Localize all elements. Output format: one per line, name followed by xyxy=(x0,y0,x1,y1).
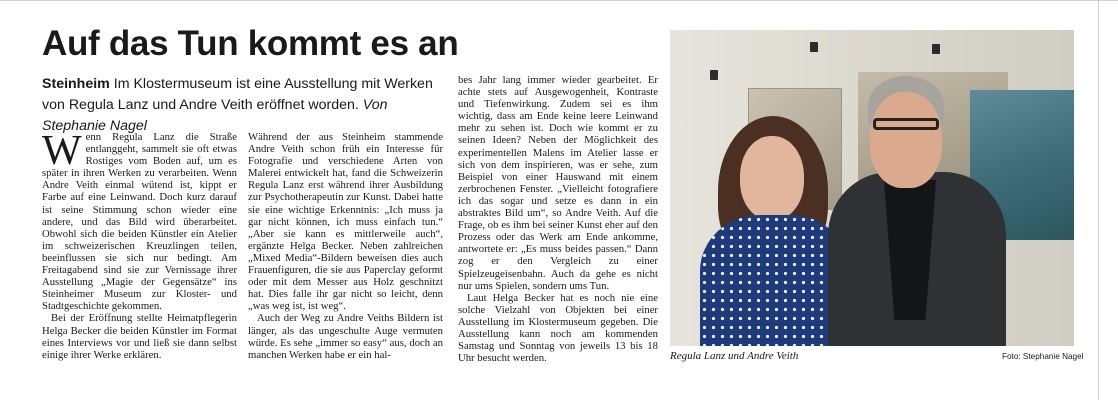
paragraph-text: enn Regula Lanz die Straße entlanggeht, sammelt sie oft etwas Rostiges vom Boden auf, um es später in ihren Werken zu verarbeiten. Wenn Andre Veith einmal wütend ist, kippt er Farbe auf eine Leinwand. Doch kurz darauf ist seine Stimmung schon wieder eine andere, und das Bild wird überarbeitet. Obwohl sich die beiden Künstler ein Atelier im schweizerischen Kreuzlingen teilen, beeinflussen sie sich nur bedingt. Am Freitagabend sind sie zur Vernissage ihrer Ausstellung „Magie der Gegensätze“ ins Steinheimer Museum zur Kloster- und Stadtgeschichte gekommen. xyxy=(42,131,237,313)
hanging-clip xyxy=(710,70,718,80)
article-headline: Auf das Tun kommt es an xyxy=(42,24,459,63)
body-column-2 xyxy=(248,131,443,361)
teaser-dateline: Steinheim xyxy=(42,76,110,92)
man-face xyxy=(870,92,942,188)
body-paragraph: Während der aus Steinheim stammende Andre Veith schon früh ein Interesse für Fotografie und verschiedene Arten von Malerei entwickelt hat, fand die Schweizerin Regula Lanz erst während ihrer Ausbildung zur Psychotherapeutin zur Kunst. Dabei hatte sie eine wichtige Erkenntnis: „Ich muss ja gar nicht können, ich muss einfach tun.“ „Aber sie kann es mittlerweile auch“, ergänzte Helga Becker. Neben zahlreichen „Mixed Media“-Bildern beweisen dies auch Frauenfiguren, die sie aus Paperclay geformt oder mit dem Messer aus Holz geschnitzt hat. Dies falle ihr gar nicht so leicht, denn „was weg ist, ist weg“. xyxy=(248,131,443,313)
body-paragraph: Auch der Weg zu Andre Veiths Bildern ist länger, als das ungeschulte Auge vermuten würde. Es sehe „immer so easy“ aus, doch an manchen Werken habe er ein hal- xyxy=(248,312,443,361)
woman-face xyxy=(740,136,804,220)
body-paragraph: bes Jahr lang immer wieder gearbeitet. Er achte stets auf Ausgewogenheit, Kontraste und Tiefenwirkung. Zudem sei es ihm wichtig, dass am Ende keine leere Leinwand mehr zu sehen ist. Doch wie kommt er zu seinen Ideen? Neben der Möglichkeit des experimentellen Malens im Atelier lasse er sich von dem inspirieren, was er sehe, zum Beispiel von einer Hauswand mit einem zerbrochenen Fenster. „Vielleicht fotografiere ich das sogar und setze es dann in ein abstraktes Bild um“, so Andre Veith. Auf die Frage, ob es ihm bei seiner Kunst eher auf den Prozess oder das Werk am Ende ankomme, antwortete er: „Es muss beides passen.“ Dann zog er den Vergleich zu einer Spielzeugeisenbahn. Auch da gehe es nicht nur ums Spielen, sondern ums Tun. xyxy=(458,74,658,292)
right-rule xyxy=(1098,0,1099,400)
hanging-clip xyxy=(810,42,818,52)
article-teaser xyxy=(42,74,442,137)
teaser-byline: Von Stephanie Nagel xyxy=(42,97,388,134)
body-paragraph: Bei der Eröffnung stellte Heimatpflegerin Helga Becker die beiden Künstler im Format eines Interviews vor und ließ sie dann selbst einige ihrer Werke erklären. xyxy=(42,312,237,361)
teaser-text: Im Klostermuseum ist eine Ausstellung mit Werken von Regula Lanz und Andre Veith eröffnet worden. xyxy=(42,76,433,113)
article-photo xyxy=(670,30,1074,346)
body-column-1 xyxy=(42,128,237,361)
photo-credit: Foto: Stephanie Nagel xyxy=(1002,352,1084,361)
body-paragraph xyxy=(42,128,237,313)
drop-cap: W xyxy=(42,128,82,174)
hanging-clip xyxy=(932,44,940,54)
body-column-3 xyxy=(458,74,658,364)
glasses-icon xyxy=(873,118,939,130)
photo-caption: Regula Lanz und Andre Veith xyxy=(670,350,799,362)
body-paragraph: Laut Helga Becker hat es noch nie eine solche Vielzahl von Objekten bei einer Ausstellung im Klostermuseum gegeben. Die Ausstellung kann noch am kommenden Samstag und Sonntag von jeweils 13 bis 18 Uhr besucht werden. xyxy=(458,291,658,365)
top-rule xyxy=(0,0,1118,1)
